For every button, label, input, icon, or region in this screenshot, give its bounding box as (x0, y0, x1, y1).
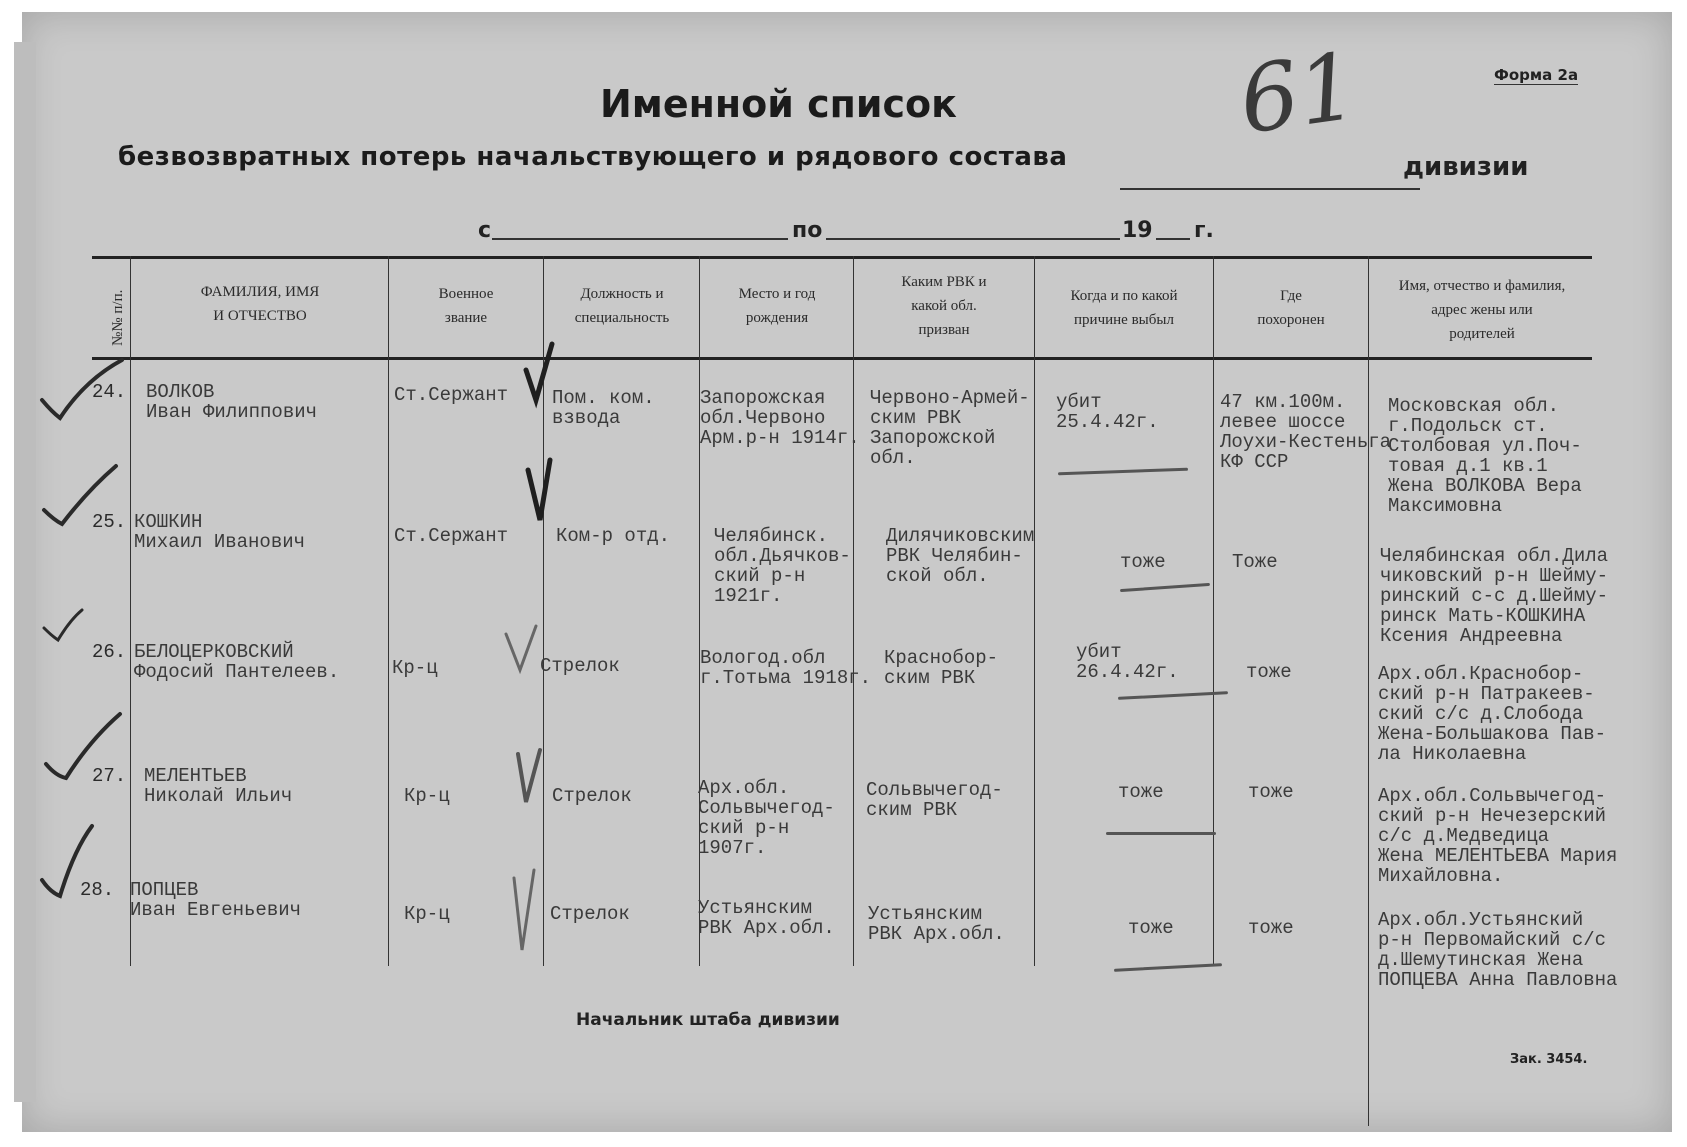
row-number: 26. (92, 641, 127, 663)
col-divider (1213, 256, 1214, 966)
row-position: Ком-р отд. (556, 525, 671, 547)
handwritten-page-number: 61 (1233, 32, 1364, 155)
row-buried: 47 км.100м. левее шоссе Лоухи-Кестеньга КФ ССР (1220, 391, 1392, 473)
period-year-line (1156, 238, 1190, 240)
header-relatives: Имя, отчество и фамилия, адрес жены или родителей (1398, 278, 1566, 342)
row-rank: Ст.Сержант (394, 384, 509, 406)
row-name: КОШКИН Михаил Иванович (134, 511, 306, 553)
row-relatives: Арх.обл.Краснобор- ский р-н Патракеев- ский с/с д.Слобода Жена-Большакова Пав- ла Николаевна (1378, 663, 1607, 765)
header-position: Должность и специальность (574, 286, 670, 326)
row-relatives: Челябинская обл.Дила чиковский р-н Шейму- ринский с-с д.Шейму- ринск Мать-КОШКИНА Ксения Андреевна (1380, 545, 1609, 647)
row-rank: Кр-ц (392, 657, 438, 679)
header-buried: Где похоронен (1257, 288, 1325, 328)
header-name: ФАМИЛИЯ, ИМЯ И ОТЧЕСТВО (200, 284, 320, 324)
period-year-suffix: г. (1194, 218, 1214, 243)
row-number: 24. (92, 381, 127, 403)
period-year-label: 19 (1122, 218, 1153, 243)
footer-signature-label: Начальник штаба дивизии (576, 1010, 840, 1030)
period-to-label: по (792, 218, 823, 243)
row-birth: Вологод.обл г.Тотьма 1918г. (700, 647, 872, 689)
row-position: Пом. ком. взвода (552, 387, 655, 429)
handwritten-check-marks (30, 340, 140, 930)
row-buried: тоже (1246, 661, 1292, 683)
row-buried: Тоже (1232, 551, 1278, 573)
row-rvk: Устьянским РВК Арх.обл. (868, 903, 1005, 945)
row-rvk: Дилячиковским РВК Челябин- ской обл. (886, 525, 1035, 587)
row-rank: Кр-ц (404, 903, 450, 925)
row-when: убит 26.4.42г. (1076, 641, 1179, 683)
row-buried: тоже (1248, 917, 1294, 939)
row-position: Стрелок (540, 655, 620, 677)
col-divider (1368, 256, 1369, 1126)
row-name: БЕЛОЦЕРКОВСКИЙ Фодосий Пантелеев. (134, 641, 340, 683)
row-number: 28. (80, 879, 115, 901)
row-relatives: Арх.обл.Сольвычегод- ский р-н Нечезерский с/с д.Медведица Жена МЕЛЕНТЬЕВА Мария Михайловна. (1378, 785, 1618, 887)
row-when: тоже (1128, 917, 1174, 939)
row-buried: тоже (1248, 781, 1294, 803)
row-rvk: Червоно-Армей- ским РВК Запорожской обл. (870, 387, 1030, 469)
period-from-line (492, 238, 788, 240)
position-tick-marks (500, 330, 570, 970)
period-to-line (826, 238, 1120, 240)
subtitle-division: дивизии (1403, 152, 1529, 182)
row-rvk: Сольвычегод- ским РВК (866, 779, 1003, 821)
col-divider (853, 256, 854, 966)
row-name: ВОЛКОВ Иван Филиппович (146, 381, 318, 423)
col-divider (1034, 256, 1035, 966)
header-birth: Место и год рождения (738, 286, 816, 326)
header-rvk: Каким РВК и какой обл. призван (901, 274, 987, 338)
document-title: Именной список (600, 82, 957, 126)
row-relatives: Арх.обл.Устьянский р-н Первомайский с/с д.Шемутинская Жена ПОПЦЕВА Анна Павловна (1378, 909, 1618, 991)
header-when: Когда и по какой причине выбыл (1070, 288, 1178, 328)
header-rank: Военное звание (438, 286, 494, 326)
order-number: Зак. 3454. (1510, 1052, 1588, 1067)
row-birth: Челябинск. обл.Дьячков- ский р-н 1921г. (714, 525, 851, 607)
row-rank: Кр-ц (404, 785, 450, 807)
row-number: 25. (92, 511, 127, 533)
table-header-rule (92, 357, 1592, 360)
header-number: №№ п/п. (110, 289, 126, 346)
table-top-rule (92, 256, 1592, 259)
row-relatives: Московская обл. г.Подольск ст. Столбовая ул.Поч- товая д.1 кв.1 Жена ВОЛКОВА Вера Максимовна (1388, 395, 1582, 517)
row-position: Стрелок (550, 903, 630, 925)
row-rvk: Краснобор- ским РВК (884, 647, 999, 689)
row-when: тоже (1118, 781, 1164, 803)
col-divider (699, 256, 700, 966)
row-number: 27. (92, 765, 127, 787)
row-name: ПОПЦЕВ Иван Евгеньевич (130, 879, 302, 921)
row-birth: Арх.обл. Сольвычегод- ский р-н 1907г. (698, 777, 835, 859)
period-from-label: с (478, 218, 492, 243)
row-name: МЕЛЕНТЬЕВ Николай Ильич (144, 765, 293, 807)
document-subtitle: безвозвратных потерь начальствующего и рядового состава (118, 142, 1068, 172)
row-position: Стрелок (552, 785, 632, 807)
pencil-stroke (1106, 832, 1216, 835)
division-fill-line (1120, 188, 1420, 190)
row-birth: Устьянским РВК Арх.обл. (698, 897, 835, 939)
row-when: тоже (1120, 551, 1166, 573)
row-birth: Запорожская обл.Червоно Арм.р-н 1914г. (700, 387, 860, 449)
row-rank: Ст.Сержант (394, 525, 509, 547)
col-divider (388, 256, 389, 966)
form-label: Форма 2а (1494, 66, 1579, 84)
row-when: убит 25.4.42г. (1056, 391, 1159, 433)
